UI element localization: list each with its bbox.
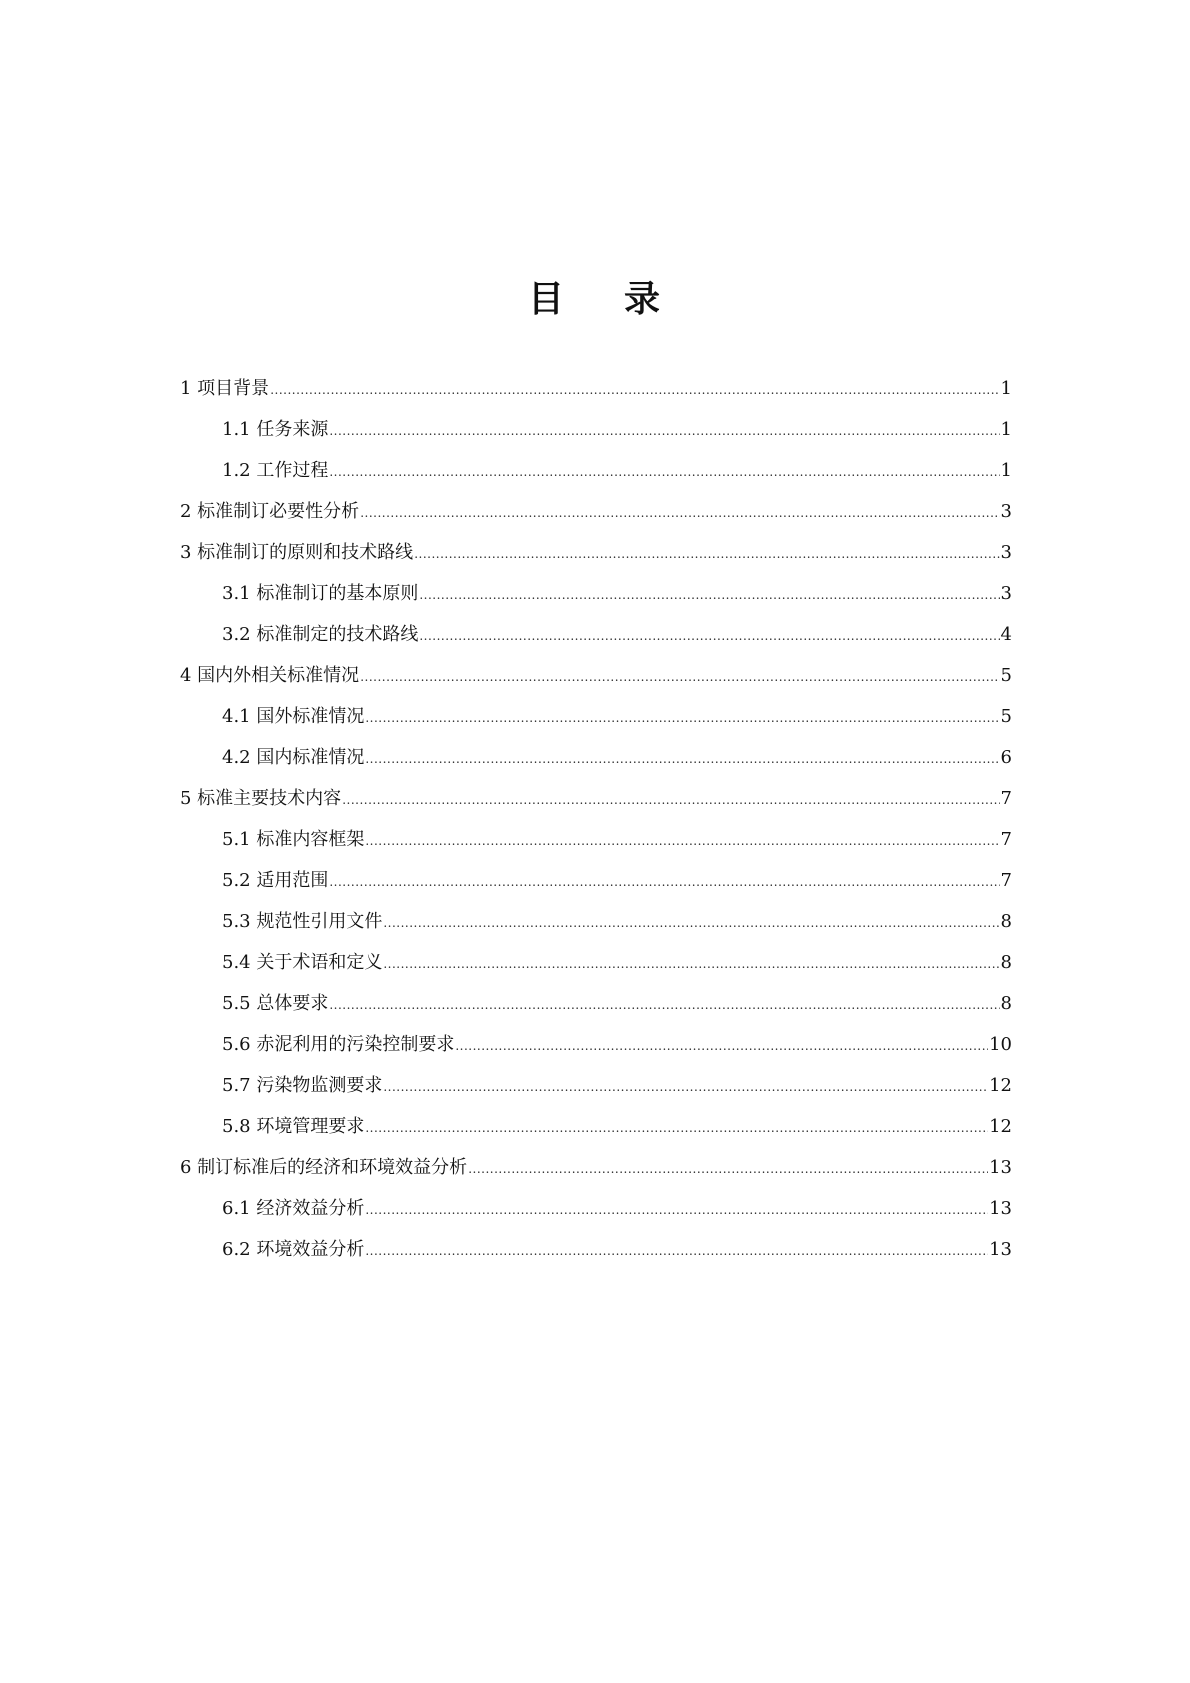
toc-entry-label: 2 标准制订必要性分析 [180,501,360,522]
toc-entry[interactable] [180,491,1012,532]
toc-entry[interactable] [180,573,1012,614]
toc-leader-dots [365,821,999,862]
toc-entry-label: 6 制订标准后的经济和环境效益分析 [180,1157,468,1178]
toc-leader-dots [419,575,999,616]
toc-entry-page-number: 13 [989,1157,1012,1178]
toc-leader-dots [329,862,999,903]
toc-entry[interactable] [180,819,1012,860]
title-char-2: 录 [624,279,663,321]
toc-leader-dots [468,1149,988,1190]
toc-entry[interactable] [180,409,1012,450]
table-of-contents [180,368,1012,1270]
toc-entry[interactable] [180,942,1012,983]
toc-entry[interactable] [180,1024,1012,1065]
toc-entry-label: 1.1 任务来源 [222,419,329,440]
toc-leader-dots [365,1108,988,1149]
toc-entry-page-number: 8 [1000,952,1012,973]
toc-entry[interactable] [180,655,1012,696]
toc-entry-label: 4 国内外相关标准情况 [180,665,360,686]
toc-entry[interactable] [180,778,1012,819]
toc-entry[interactable] [180,450,1012,491]
toc-entry[interactable] [180,1065,1012,1106]
toc-entry-label: 5.4 关于术语和定义 [222,952,383,973]
toc-entry[interactable] [180,614,1012,655]
toc-entry[interactable] [180,1229,1012,1270]
toc-leader-dots [329,411,999,452]
toc-entry-label: 5.3 规范性引用文件 [222,911,383,932]
toc-leader-dots [455,1026,988,1067]
toc-entry[interactable] [180,532,1012,573]
toc-entry-page-number: 12 [989,1116,1012,1137]
toc-entry-page-number: 13 [989,1239,1012,1260]
toc-entry-label: 5.2 适用范围 [222,870,329,891]
title-char-1: 目 [527,279,566,321]
toc-leader-dots [365,1231,988,1272]
toc-leader-dots [383,944,999,985]
toc-entry-page-number: 4 [1000,624,1012,645]
toc-leader-dots [419,616,999,657]
toc-entry-label: 3 标准制订的原则和技术路线 [180,542,414,563]
toc-entry-label: 6.2 环境效益分析 [222,1239,365,1260]
toc-entry-page-number: 3 [1000,542,1012,563]
toc-entry-label: 5 标准主要技术内容 [180,788,342,809]
toc-entry-page-number: 12 [989,1075,1012,1096]
toc-leader-dots [365,1190,988,1231]
toc-entry-page-number: 7 [1000,829,1012,850]
toc-entry[interactable] [180,901,1012,942]
toc-entry-page-number: 8 [1000,911,1012,932]
toc-leader-dots [360,493,999,534]
toc-entry-page-number: 1 [1000,419,1012,440]
toc-entry-label: 5.5 总体要求 [222,993,329,1014]
toc-entry-label: 6.1 经济效益分析 [222,1198,365,1219]
toc-entry-page-number: 5 [1000,665,1012,686]
toc-entry-page-number: 7 [1000,870,1012,891]
toc-entry-label: 3.2 标准制定的技术路线 [222,624,419,645]
page-title [0,276,1190,324]
toc-entry-label: 5.8 环境管理要求 [222,1116,365,1137]
toc-leader-dots [360,657,999,698]
toc-leader-dots [383,1067,988,1108]
toc-entry-page-number: 1 [1000,378,1012,399]
toc-entry-label: 3.1 标准制订的基本原则 [222,583,419,604]
toc-leader-dots [365,698,999,739]
toc-leader-dots [383,903,999,944]
toc-leader-dots [342,780,999,821]
toc-entry-label: 4.1 国外标准情况 [222,706,365,727]
toc-entry-page-number: 3 [1000,583,1012,604]
toc-entry-page-number: 13 [989,1198,1012,1219]
toc-entry-page-number: 3 [1000,501,1012,522]
toc-leader-dots [329,985,999,1026]
toc-entry[interactable] [180,696,1012,737]
toc-entry-label: 5.7 污染物监测要求 [222,1075,383,1096]
toc-entry-label: 5.1 标准内容框架 [222,829,365,850]
toc-leader-dots [329,452,999,493]
toc-entry[interactable] [180,1147,1012,1188]
toc-entry-label: 4.2 国内标准情况 [222,747,365,768]
toc-entry[interactable] [180,737,1012,778]
toc-entry[interactable] [180,1106,1012,1147]
toc-entry[interactable] [180,983,1012,1024]
toc-leader-dots [270,370,999,411]
toc-entry-page-number: 5 [1000,706,1012,727]
toc-entry-page-number: 6 [1000,747,1012,768]
toc-leader-dots [414,534,999,575]
toc-entry-page-number: 10 [989,1034,1012,1055]
toc-entry[interactable] [180,368,1012,409]
toc-entry-page-number: 7 [1000,788,1012,809]
toc-entry-label: 1 项目背景 [180,378,270,399]
toc-entry[interactable] [180,1188,1012,1229]
toc-entry-label: 1.2 工作过程 [222,460,329,481]
toc-entry-label: 5.6 赤泥利用的污染控制要求 [222,1034,455,1055]
toc-leader-dots [365,739,999,780]
toc-entry[interactable] [180,860,1012,901]
toc-entry-page-number: 1 [1000,460,1012,481]
toc-entry-page-number: 8 [1000,993,1012,1014]
